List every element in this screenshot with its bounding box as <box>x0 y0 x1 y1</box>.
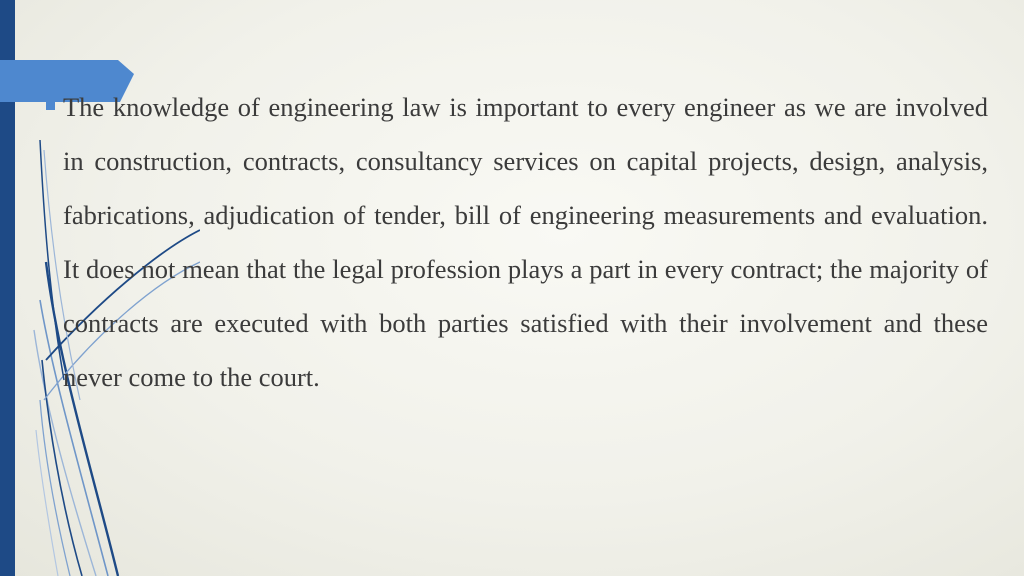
body-paragraph: The knowledge of engineering law is important to every engineer as we are involved in construction, contracts, consultancy services on capital projects, design, analysis, fabrications, adjudication of tender, bill of engineering measurements and evaluation. It does not mean that the legal profession plays a part in every contract; the majority of contracts are executed with both parties satisfied with their involvement and these never come to the court. <box>63 92 988 392</box>
square-bullet-icon <box>46 101 55 110</box>
